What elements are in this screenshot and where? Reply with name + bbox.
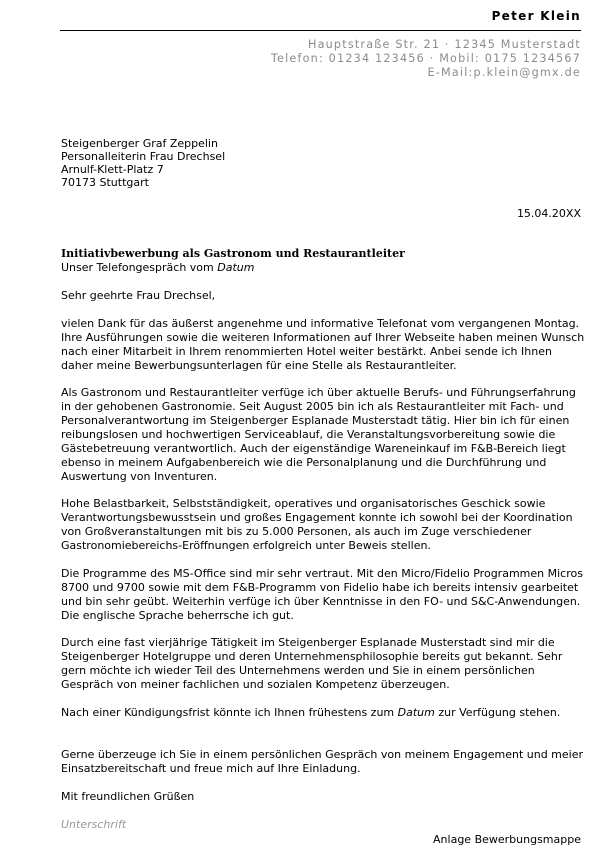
paragraph-6-placeholder: Datum — [397, 706, 435, 719]
recipient-city: 70173 Stuttgart — [61, 176, 149, 189]
paragraph-4: Die Programme des MS-Office sind mir sehr vertraut. Mit den Micro/Fidelio Programmen Micros 8700 und 9700 sowie mit dem F&B-Programm von Fidelio habe ich bereits intensiv gearbeitet und bin sehr geübt. Weiterhin verfüge ich über Kenntnisse in den FO- und S&C-Anwendungen. Die englische Sprache beherrsche ich gut. — [61, 567, 583, 622]
subject-reference-placeholder: Datum — [217, 261, 255, 274]
paragraph-3: Hohe Belastbarkeit, Selbstständigkeit, operatives und organisatorisches Geschick sowie Verantwortungsbewusstsein und großes Engagement konnte ich sowohl bei der Koordination von Großveranstaltungen mit bis zu 5.000 Personen, als auch im Zuge verschiedener Gastronomiebereichs-Eröffnungen erfolgreich unter Beweis stellen. — [61, 497, 573, 552]
salutation: Sehr geehrte Frau Drechsel, — [61, 289, 216, 302]
subject-title: Initiativbewerbung als Gastronom und Restaurantleiter — [61, 247, 405, 260]
paragraph-6-suffix: zur Verfügung stehen. — [434, 706, 561, 719]
recipient-contact: Personalleiterin Frau Drechsel — [61, 150, 226, 163]
sender-address: Hauptstraße Str. 21 · 12345 Musterstadt — [307, 38, 581, 51]
closing: Mit freundlichen Grüßen — [61, 790, 195, 803]
enclosure-note: Anlage Bewerbungsmappe — [433, 833, 581, 846]
recipient-address — [61, 137, 225, 189]
paragraph-6-prefix: Nach einer Kündigungsfrist könnte ich Ihnen frühestens zum — [61, 706, 398, 719]
signature-placeholder: Unterschrift — [61, 818, 127, 831]
subject-reference-prefix: Unser Telefongespräch vom — [61, 261, 218, 274]
recipient-street: Arnulf-Klett-Platz 7 — [61, 163, 164, 176]
paragraph-5: Durch eine fast vierjährige Tätigkeit im Steigenberger Esplanade Musterstadt sind mir die Steigenberger Hotelgruppe und deren Unternehmensphilosophie bereits gut bekannt. Sehr gern möchte ich wieder Teil des Unternehmens werden und Sie in einem persönlichen Gespräch von meiner fachlichen und sozialen Kompetenz überzeugen. — [61, 636, 563, 691]
letter-date: 15.04.20XX — [516, 207, 581, 220]
sender-email: E-Mail:p.klein@gmx.de — [427, 66, 581, 79]
paragraph-1: vielen Dank für das äußerst angenehme und informative Telefonat vom vergangenen Montag. Ihre Ausführungen sowie die weiteren Informationen auf Ihrer Webseite haben meinen Wunsch nach einer Mitarbeit in Ihrem renommierten Hotel weiter bestärkt. Anbei sende ich Ihnen daher meine Bewerbungsunterlagen für eine Stelle als Restaurantleiter. — [61, 317, 585, 372]
paragraph-6 — [61, 706, 585, 720]
sender-contact — [271, 38, 581, 80]
subject-block — [61, 247, 405, 275]
sender-phone: Telefon: 01234 123456 · Mobil: 0175 1234567 — [270, 52, 581, 65]
paragraph-2: Als Gastronom und Restaurantleiter verfüge ich über aktuelle Berufs- und Führungserfahrung in der gehobenen Gastronomie. Seit August 2005 bin ich als Restaurantleiter mit Fach- und Personalverantwortung im Steigenberger Esplanade Musterstadt tätig. Hier bin ich für einen reibungslosen und hochwertigen Serviceablauf, die Veranstaltungsvorbereitung sowie die Gästebetreuung verantwortlich. Auch der eigenständige Wareneinkauf im F&B-Bereich liegt ebenso in meinem Aufgabenbereich wie die Personalplanung und die Durchführung und Auswertung von Inventuren. — [61, 386, 576, 483]
recipient-company: Steigenberger Graf Zeppelin — [61, 137, 218, 150]
header-divider — [60, 30, 581, 31]
paragraph-7: Gerne überzeuge ich Sie in einem persönlichen Gespräch von meinem Engagement und meier Einsatzbereitschaft und freue mich auf Ihre Einladung. — [61, 748, 584, 775]
sender-name: Peter Klein — [491, 9, 581, 23]
subject-reference — [61, 261, 405, 275]
